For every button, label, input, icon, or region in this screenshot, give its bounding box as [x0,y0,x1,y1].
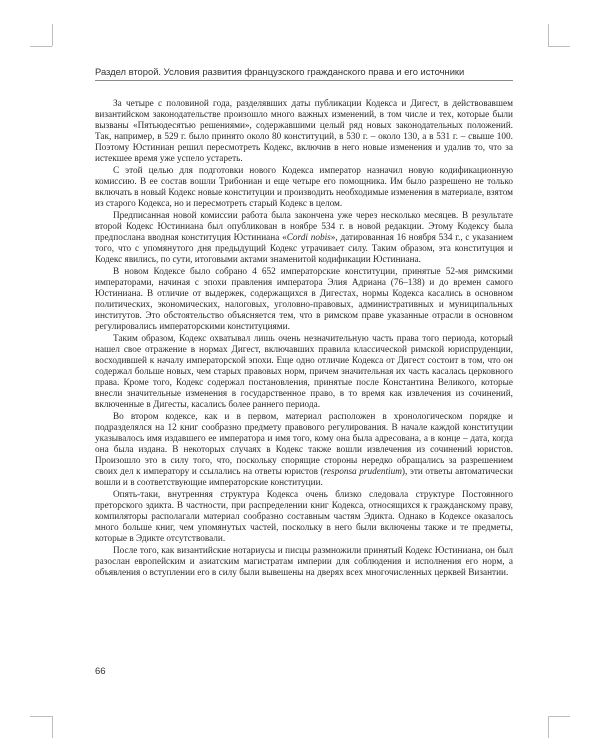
page-number: 66 [95,666,106,677]
paragraph: За четыре с половиной года, разделявших даты публикации Кодекса и Дигест, в действовавшем византийском законодательстве произошло много важных изменений, в том числе и тех, которые были вызваны «Пятьюдесятью решениями», содержавшими целый ряд новых законодательных положений. Так, например, в 529 г. было принято около 80 конституций, в 530 г. – около 130, а в 531 г. – свыше 100. Поэтому Юстиниан решил пересмотреть Кодекс, включив в него новые изменения и удалив то, что за истекшее время уже успело устареть. [95,99,513,164]
crop-mark [548,46,570,47]
header-rule [95,80,513,81]
crop-mark [548,716,570,717]
paragraph: После того, как византийские нотариусы и писцы размножили принятый Кодекс Юстиниана, он был разослан европейским и азиатским магистратам империи для соблюдения и исполнения его норм, а объявления о вступлении его в силу были вывешены на дверях всех многочисленных церквей Византии. [95,546,513,579]
paragraph: Опять-таки, внутренняя структура Кодекса очень близко следовала структуре Постоянного преторского эдикта. В частности, при распределении книг Кодекса, относящихся к гражданскому праву, компиляторы располагали материал сообразно составным частям Эдикта. Однако в Кодексе оказалось много больше книг, чем упомянутых частей, поскольку в него были включены также и те предметы, которые в Эдикте отсутствовали. [95,490,513,544]
crop-mark [52,24,53,46]
crop-mark [548,716,549,738]
crop-mark [30,716,52,717]
paragraph: Предписанная новой комиссии работа была закончена уже через несколько месяцев. В результате второй Кодекс Юстиниана был опубликован в ноябре 534 г. в новой редакции. Этому Кодексу была предпослана вводная конституция Юстиниана «Cordi nobis», датированная 16 ноября 534 г., с указанием того, что с упомянутого дня предыдущий Кодекс утрачивает силу. Таким образом, эта конституция и Кодекс явились, по сути, итоговыми актами знаменитой кодификации Юстиниана. [95,211,513,265]
crop-mark [30,46,52,47]
crop-mark [52,716,53,738]
paragraph: С этой целью для подготовки нового Кодекса император назначил новую кодификационную комиссию. В ее состав вошли Трибониан и еще четыре его помощника. Им было разрешено не только включать в новый Кодекс новые конституции и производить необходимые изменения в материале, взятом из старого Кодекса, но и пересмотреть старый Кодекс в целом. [95,166,513,209]
paragraph: В новом Кодексе было собрано 4 652 императорские конституции, принятые 52-мя римскими императорами, начиная с эпохи правления императора Элия Адриана (76–138) и до времен самого Юстиниана. В отличие от выдержек, содержащихся в Дигестах, нормы Кодекса касались в основном политических, экономических, налоговых, уголовно-правовых, административных и муниципальных институтов. Это обстоятельство объясняется тем, что в римском праве указанные отрасли в основном регулировались императорскими конституциями. [95,267,513,332]
paragraph: Таким образом, Кодекс охватывал лишь очень незначительную часть права того периода, который нашел свое отражение в нормах Дигест, включавших правила классической римской юриспруденции, восходившей к началу императорской эпохи. Еще одно отличие Кодекса от Дигест состоит в том, что он содержал больше новых, чем старых правовых норм, причем значительная их часть касалась церковного права. Кроме того, Кодекс содержал постановления, принятые после Константина Великого, которые внесли значительные изменения в государственное право, в то время как извлечения из сочинений, включенные в Дигесты, касались более раннего периода. [95,334,513,410]
paragraph: Во втором кодексе, как и в первом, материал расположен в хронологическом порядке и подразделялся на 12 книг сообразно предмету правового регулирования. В начале каждой конституции указывалось имя издавшего ее императора и имя того, кому она была адресована, а в конце – дата, когда она была издана. В некоторых случаях в Кодекс также вошли извлечения из сочинений юристов. Произошло это в силу того, что, поскольку спорящие стороны нередко обращались за разрешением своих дел к императору и ссылались на ответы юристов (responsa prudentium), эти ответы автоматически вошли и в соответствующие императорские конституции. [95,412,513,488]
body-text [95,99,513,581]
crop-mark [548,24,549,46]
running-header: Раздел второй. Условия развития французского гражданского права и его источники [95,66,465,77]
